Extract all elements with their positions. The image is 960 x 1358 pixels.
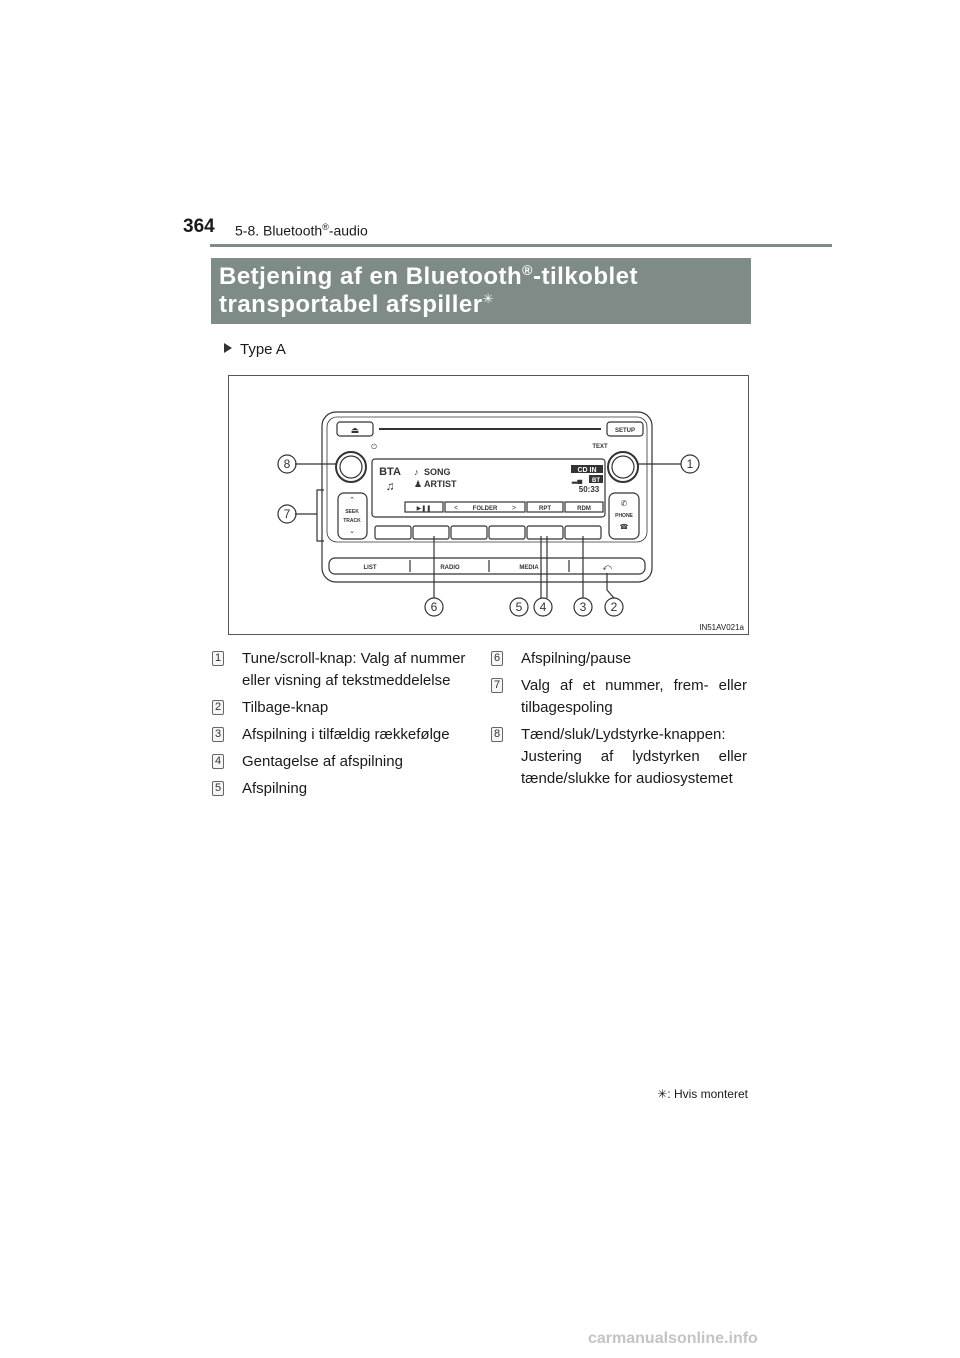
audio-unit-illustration <box>229 376 748 634</box>
legend-item <box>212 648 480 692</box>
eject-icon: ⏏ <box>350 425 360 435</box>
setup-label: SETUP <box>614 428 636 434</box>
folder-label: FOLDER <box>472 506 498 512</box>
item-number: 4 <box>212 754 224 769</box>
back-icon[interactable]: ⤺ <box>602 562 612 572</box>
footnote-text: : Hvis monteret <box>667 1087 748 1101</box>
item-number: 7 <box>491 678 503 693</box>
page-number: 364 <box>183 216 215 237</box>
cd-in-label: CD IN <box>577 467 597 474</box>
legend-item <box>491 648 747 670</box>
item-number: 6 <box>491 651 503 666</box>
legend-item <box>212 697 480 719</box>
item-text: Tune/scroll-knap: Valg af nummer eller visning af tekstmeddelelse <box>242 650 466 689</box>
callout-1-label: 1 <box>686 457 694 471</box>
section-title-banner <box>211 258 751 324</box>
asterisk-icon: ✳ <box>657 1087 668 1101</box>
item-text: Gentagelse af afspilning <box>242 753 403 770</box>
phone-label: PHONE <box>615 513 633 519</box>
text-button-label[interactable]: TEXT <box>592 444 608 450</box>
title-registered-mark: ® <box>522 262 533 278</box>
folder-prev-icon: < <box>453 505 459 512</box>
hang-up-icon: ☎ <box>619 524 629 531</box>
registered-mark: ® <box>322 222 329 232</box>
item-number: 1 <box>212 651 224 666</box>
watermark: carmanualsonline.info <box>588 1330 758 1347</box>
callout-4-label: 4 <box>539 600 547 614</box>
item-number: 3 <box>212 727 224 742</box>
title-part-a: Betjening af en Bluetooth <box>219 263 523 290</box>
preset-buttons[interactable] <box>375 526 601 539</box>
folder-next-icon: > <box>511 505 517 512</box>
callout-6-label: 6 <box>430 600 438 614</box>
signal-strength-icon: ▂▄ <box>571 477 583 484</box>
list-button-label[interactable]: LIST <box>363 565 377 571</box>
section-suffix: -audio <box>328 222 368 239</box>
triangle-bullet-icon <box>224 343 232 353</box>
item-number: 8 <box>491 727 503 742</box>
phone-icon: ✆ <box>620 499 628 508</box>
song-note-icon: ♪ <box>414 467 419 477</box>
legend-item <box>212 778 480 800</box>
item-text: Tilbage-knap <box>242 699 329 716</box>
artist-name: ARTIST <box>424 479 457 489</box>
section-breadcrumb <box>235 222 368 239</box>
item-text: Tænd/sluk/Lydstyrke-knappen: Justering af lydstyrken eller tænde/slukke for audiosystemet <box>521 726 747 787</box>
radio-button-label[interactable]: RADIO <box>440 565 460 571</box>
seek-bracket <box>317 490 324 541</box>
item-text: Afspilning/pause <box>521 650 632 667</box>
bt-label: BT <box>592 478 600 484</box>
track-label: TRACK <box>343 518 361 524</box>
legend-left-column <box>212 648 480 805</box>
section-title-line1 <box>219 262 638 291</box>
rpt-label: RPT <box>539 506 551 512</box>
header-divider <box>210 244 832 247</box>
chevron-up-icon: ⌃ <box>349 497 355 504</box>
callout-5-label: 5 <box>515 600 523 614</box>
callout-2-label: 2 <box>610 600 618 614</box>
item-text: Valg af et nummer, frem- eller tilbagespoling <box>521 677 747 716</box>
media-button-label[interactable]: MEDIA <box>519 565 539 571</box>
volume-knob-inner <box>340 456 362 478</box>
item-number: 5 <box>212 781 224 796</box>
tune-knob-inner <box>612 456 634 478</box>
item-text: Afspilning <box>242 780 308 797</box>
title-part-b: -tilkoblet <box>533 263 638 290</box>
callout-7-label: 7 <box>283 507 291 521</box>
type-label-text: Type A <box>240 341 286 358</box>
section-prefix: 5-8. Bluetooth <box>235 222 323 239</box>
elapsed-time: 50:33 <box>578 485 600 494</box>
audio-unit-figure <box>228 375 749 635</box>
source-label: BTA <box>379 466 401 478</box>
legend-item <box>212 751 480 773</box>
leader-2-diagonal <box>607 590 614 598</box>
figure-code: IN51AV021a <box>699 623 744 632</box>
song-title: SONG <box>424 467 451 477</box>
chevron-down-icon: ⌄ <box>349 528 355 535</box>
rdm-label: RDM <box>577 506 591 512</box>
section-title-line2 <box>219 291 494 319</box>
legend-right-column <box>491 648 747 795</box>
type-label <box>224 341 286 358</box>
callout-3-label: 3 <box>579 600 587 614</box>
legend-item <box>491 675 747 719</box>
legend-item <box>212 724 480 746</box>
legend-item <box>491 724 747 790</box>
footnote <box>657 1087 748 1101</box>
item-text: Afspilning i tilfældig rækkefølge <box>242 726 450 743</box>
seek-label: SEEK <box>345 509 359 515</box>
power-icon: ⏻ <box>371 444 377 451</box>
asterisk-icon: ✳ <box>482 291 494 306</box>
music-note-icon: ♫ <box>385 479 395 493</box>
artist-icon: ♟ <box>414 479 423 489</box>
item-number: 2 <box>212 700 224 715</box>
title-line2-text: transportabel afspiller <box>219 291 483 318</box>
play-pause-icon: ▶❚❚ <box>416 506 432 512</box>
callout-8-label: 8 <box>283 457 291 471</box>
